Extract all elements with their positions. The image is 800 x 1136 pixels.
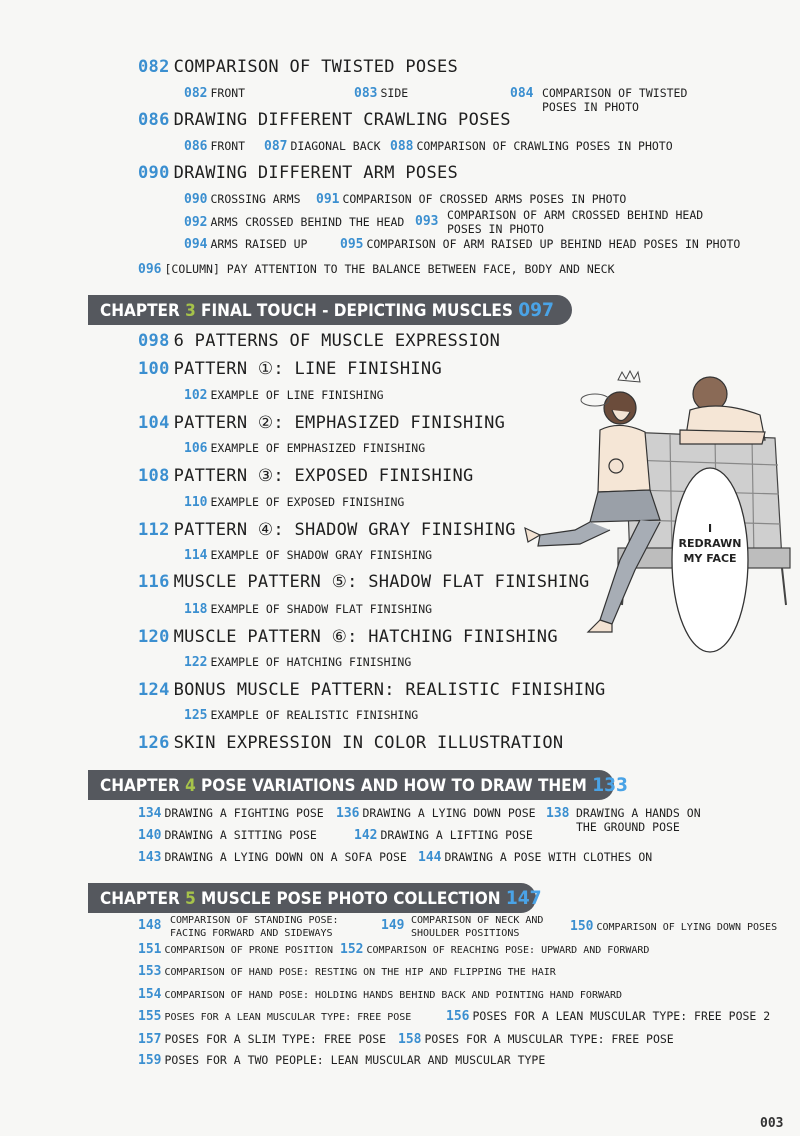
toc-subentry xyxy=(184,139,245,154)
leaning-man xyxy=(680,377,765,444)
entry-title: PATTERN ②: EMPHASIZED FINISHING xyxy=(173,413,506,433)
page-ref: 087 xyxy=(264,139,288,154)
entry-title: EXAMPLE OF LINE FINISHING xyxy=(210,388,384,402)
toc-subentry xyxy=(398,1032,674,1047)
toc-subentry xyxy=(415,208,715,236)
halo-doodle xyxy=(581,394,609,406)
page-ref: 086 xyxy=(138,110,170,130)
entry-title: POSES FOR A SLIM TYPE: FREE POSE xyxy=(164,1032,387,1046)
entry-title: DRAWING A LIFTING POSE xyxy=(380,828,533,842)
toc-subentry xyxy=(184,602,432,617)
entry-title: BONUS MUSCLE PATTERN: REALISTIC FINISHING xyxy=(173,680,606,700)
toc-subentry xyxy=(138,1009,411,1024)
entry-title: [COLUMN] PAY ATTENTION TO THE BALANCE BETWEEN FACE, BODY AND NECK xyxy=(164,262,615,276)
entry-title: COMPARISON OF STANDING POSE: FACING FORWARD AND SIDEWAYS xyxy=(170,915,339,939)
toc-subentry xyxy=(418,850,652,865)
toc-subentry xyxy=(138,964,556,979)
toc-subentry xyxy=(138,828,317,843)
entry-title: COMPARISON OF CROSSED ARMS POSES IN PHOTO xyxy=(342,192,627,206)
entry-title: COMPARISON OF REACHING POSE: UPWARD AND FORWARD xyxy=(366,945,650,956)
entry-title: FRONT xyxy=(210,139,246,153)
entry-title: FRONT xyxy=(210,86,246,100)
entry-title: COMPARISON OF CRAWLING POSES IN PHOTO xyxy=(416,139,673,153)
page-ref: 155 xyxy=(138,1009,162,1024)
page-ref: 134 xyxy=(138,806,162,821)
entry-title: DRAWING A LYING DOWN POSE xyxy=(362,806,536,820)
page-ref: 086 xyxy=(184,139,208,154)
page-ref: 094 xyxy=(184,237,208,252)
toc-entry xyxy=(138,110,511,130)
toc-subentry xyxy=(138,806,324,821)
page-ref: 112 xyxy=(138,520,170,540)
toc-subentry xyxy=(138,987,622,1002)
page-ref: 158 xyxy=(398,1032,422,1047)
toc-entry xyxy=(138,680,606,700)
page-ref: 114 xyxy=(184,548,208,563)
page-ref: 156 xyxy=(446,1009,470,1024)
page-ref: 152 xyxy=(340,942,364,957)
page-ref: 125 xyxy=(184,708,208,723)
entry-title: DIAGONAL BACK xyxy=(290,139,381,153)
toc-subentry xyxy=(340,942,649,957)
toc-subentry xyxy=(570,919,777,934)
toc-subentry xyxy=(184,441,425,456)
entry-title: MUSCLE PATTERN ⑤: SHADOW FLAT FINISHING xyxy=(173,572,590,592)
toc-entry xyxy=(138,520,516,540)
page-ref: 102 xyxy=(184,388,208,403)
toc-subentry xyxy=(184,388,384,403)
speech-line: REDRAWN xyxy=(678,537,742,550)
toc-subentry xyxy=(340,237,740,252)
toc-subentry xyxy=(138,914,368,940)
page-ref: 143 xyxy=(138,850,162,865)
page-ref: 082 xyxy=(184,86,208,101)
page-ref: 090 xyxy=(138,163,170,183)
page-ref: 148 xyxy=(138,918,162,933)
page-ref: 110 xyxy=(184,495,208,510)
entry-title: COMPARISON OF HAND POSE: HOLDING HANDS BEHIND BACK AND POINTING HAND FORWARD xyxy=(164,990,623,1001)
entry-title: DRAWING A FIGHTING POSE xyxy=(164,806,324,820)
toc-subentry xyxy=(138,942,333,957)
toc-subentry xyxy=(354,828,533,843)
speech-line: MY FACE xyxy=(683,552,737,565)
entry-title: 6 PATTERNS OF MUSCLE EXPRESSION xyxy=(173,331,501,351)
page-ref: 122 xyxy=(184,655,208,670)
entry-title: SKIN EXPRESSION IN COLOR ILLUSTRATION xyxy=(173,733,564,753)
entry-title: COMPARISON OF PRONE POSITION xyxy=(164,945,334,956)
page-ref: 083 xyxy=(354,86,378,101)
chapter-page: 133 xyxy=(592,774,628,796)
page-ref: 118 xyxy=(184,602,208,617)
toc-subentry xyxy=(138,850,407,865)
toc-subentry xyxy=(446,1009,770,1024)
toc-subentry xyxy=(354,86,408,101)
page-ref: 098 xyxy=(138,331,170,351)
page-ref: 142 xyxy=(354,828,378,843)
toc-subentry xyxy=(184,237,307,252)
toc-subentry xyxy=(184,655,411,670)
toc-subentry xyxy=(316,192,626,207)
entry-title: POSES FOR A MUSCULAR TYPE: FREE POSE xyxy=(424,1032,674,1046)
toc-entry xyxy=(138,627,558,647)
crown-doodle xyxy=(618,371,640,382)
entry-title: ARMS RAISED UP xyxy=(210,237,308,251)
page-ref: 090 xyxy=(184,192,208,207)
entry-title: COMPARISON OF ARM RAISED UP BEHIND HEAD POSES IN PHOTO xyxy=(366,237,741,251)
page-ref: 116 xyxy=(138,572,170,592)
entry-title: EXAMPLE OF EMPHASIZED FINISHING xyxy=(210,441,426,455)
chapter-3-header xyxy=(88,295,572,325)
entry-title: DRAWING A SITTING POSE xyxy=(164,828,317,842)
page-ref: 108 xyxy=(138,466,170,486)
chapter-5-header xyxy=(88,883,542,913)
entry-title: COMPARISON OF ARM CROSSED BEHIND HEAD POSES IN PHOTO xyxy=(447,208,704,236)
entry-title: COMPARISON OF TWISTED POSES IN PHOTO xyxy=(542,86,688,114)
chapter-number: 4 xyxy=(185,776,196,796)
toc-subentry xyxy=(184,548,432,563)
page-ref: 157 xyxy=(138,1032,162,1047)
entry-title: DRAWING DIFFERENT CRAWLING POSES xyxy=(173,110,511,130)
toc-subentry xyxy=(510,86,700,114)
page-ref: 092 xyxy=(184,215,208,230)
page-ref: 154 xyxy=(138,987,162,1002)
chapter-page: 147 xyxy=(505,887,542,909)
page-ref: 093 xyxy=(415,214,439,229)
entry-title: DRAWING A POSE WITH CLOTHES ON xyxy=(444,850,653,864)
page-ref: 106 xyxy=(184,441,208,456)
entry-title: EXAMPLE OF SHADOW FLAT FINISHING xyxy=(210,602,433,616)
toc-entry xyxy=(138,57,458,77)
toc-subentry xyxy=(381,914,561,940)
toc-subentry xyxy=(184,86,245,101)
entry-title: PATTERN ③: EXPOSED FINISHING xyxy=(173,466,474,486)
toc-subentry xyxy=(184,495,404,510)
seated-man xyxy=(525,392,660,632)
entry-title: COMPARISON OF LYING DOWN POSES xyxy=(596,922,778,933)
page-ref: 153 xyxy=(138,964,162,979)
toc-subentry xyxy=(184,708,418,723)
chapter-title: MUSCLE POSE PHOTO COLLECTION xyxy=(201,889,501,909)
page-ref: 159 xyxy=(138,1053,162,1068)
entry-title: COMPARISON OF NECK AND SHOULDER POSITIONS xyxy=(411,915,544,939)
chapter-title: FINAL TOUCH - DEPICTING MUSCLES xyxy=(201,301,513,321)
page-ref: 138 xyxy=(546,806,570,821)
page-ref: 144 xyxy=(418,850,442,865)
toc-subentry xyxy=(546,806,716,834)
entry-title: EXAMPLE OF SHADOW GRAY FINISHING xyxy=(210,548,433,562)
toc-subentry xyxy=(264,139,381,154)
toc-subentry xyxy=(184,192,301,207)
page-ref: 120 xyxy=(138,627,170,647)
entry-title: EXAMPLE OF HATCHING FINISHING xyxy=(210,655,412,669)
entry-title: EXAMPLE OF REALISTIC FINISHING xyxy=(210,708,419,722)
toc-subentry xyxy=(390,139,673,154)
page-ref: 095 xyxy=(340,237,364,252)
entry-title: MUSCLE PATTERN ⑥: HATCHING FINISHING xyxy=(173,627,558,647)
page-ref: 126 xyxy=(138,733,170,753)
chapter-label: CHAPTER xyxy=(100,776,180,796)
speech-bubble-text xyxy=(660,521,760,566)
toc-subentry xyxy=(138,1032,386,1047)
toc-entry xyxy=(138,359,442,379)
entry-title: DRAWING A HANDS ON THE GROUND POSE xyxy=(576,806,701,834)
toc-entry xyxy=(138,413,505,433)
page-number: 003 xyxy=(760,1116,784,1131)
toc-subentry xyxy=(184,215,404,230)
toc-entry xyxy=(138,163,458,183)
chapter-number: 5 xyxy=(185,889,196,909)
page-ref: 149 xyxy=(381,918,405,933)
entry-title: EXAMPLE OF EXPOSED FINISHING xyxy=(210,495,405,509)
entry-title: ARMS CROSSED BEHIND THE HEAD xyxy=(210,215,405,229)
toc-subentry xyxy=(336,806,536,821)
page-ref: 084 xyxy=(510,86,534,101)
chapter-label: CHAPTER xyxy=(100,301,180,321)
page-ref: 124 xyxy=(138,680,170,700)
toc-entry xyxy=(138,466,474,486)
entry-title: COMPARISON OF HAND POSE: RESTING ON THE HIP AND FLIPPING THE HAIR xyxy=(164,967,556,978)
toc-entry xyxy=(138,733,563,753)
entry-title: PATTERN ①: LINE FINISHING xyxy=(173,359,442,379)
page-ref: 140 xyxy=(138,828,162,843)
entry-title: COMPARISON OF TWISTED POSES xyxy=(173,57,459,77)
page-ref: 100 xyxy=(138,359,170,379)
chapter-number: 3 xyxy=(185,301,196,321)
chapter-page: 097 xyxy=(518,299,554,321)
entry-title: POSES FOR A LEAN MUSCULAR TYPE: FREE POSE xyxy=(164,1012,412,1023)
toc-column xyxy=(138,262,615,277)
chapter-4-header xyxy=(88,770,628,800)
page-ref: 088 xyxy=(390,139,414,154)
page-ref: 082 xyxy=(138,57,170,77)
entry-title: DRAWING A LYING DOWN ON A SOFA POSE xyxy=(164,850,407,864)
page-ref: 096 xyxy=(138,262,162,277)
chapter-label: CHAPTER xyxy=(100,889,180,909)
entry-title: POSES FOR A TWO PEOPLE: LEAN MUSCULAR AND MUSCULAR TYPE xyxy=(164,1053,546,1067)
entry-title: PATTERN ④: SHADOW GRAY FINISHING xyxy=(173,520,516,540)
page-ref: 136 xyxy=(336,806,360,821)
toc-entry xyxy=(138,331,500,351)
page-ref: 104 xyxy=(138,413,170,433)
page-ref: 151 xyxy=(138,942,162,957)
page-ref: 150 xyxy=(570,919,594,934)
page-ref: 091 xyxy=(316,192,340,207)
entry-title: CROSSING ARMS xyxy=(210,192,301,206)
entry-title: POSES FOR A LEAN MUSCULAR TYPE: FREE POSE 2 xyxy=(472,1009,771,1023)
speech-line: I xyxy=(707,522,713,535)
toc-subentry xyxy=(138,1053,545,1068)
chapter-title: POSE VARIATIONS AND HOW TO DRAW THEM xyxy=(201,776,587,796)
entry-title: SIDE xyxy=(380,86,409,100)
entry-title: DRAWING DIFFERENT ARM POSES xyxy=(173,163,459,183)
manga-illustration xyxy=(520,370,795,660)
